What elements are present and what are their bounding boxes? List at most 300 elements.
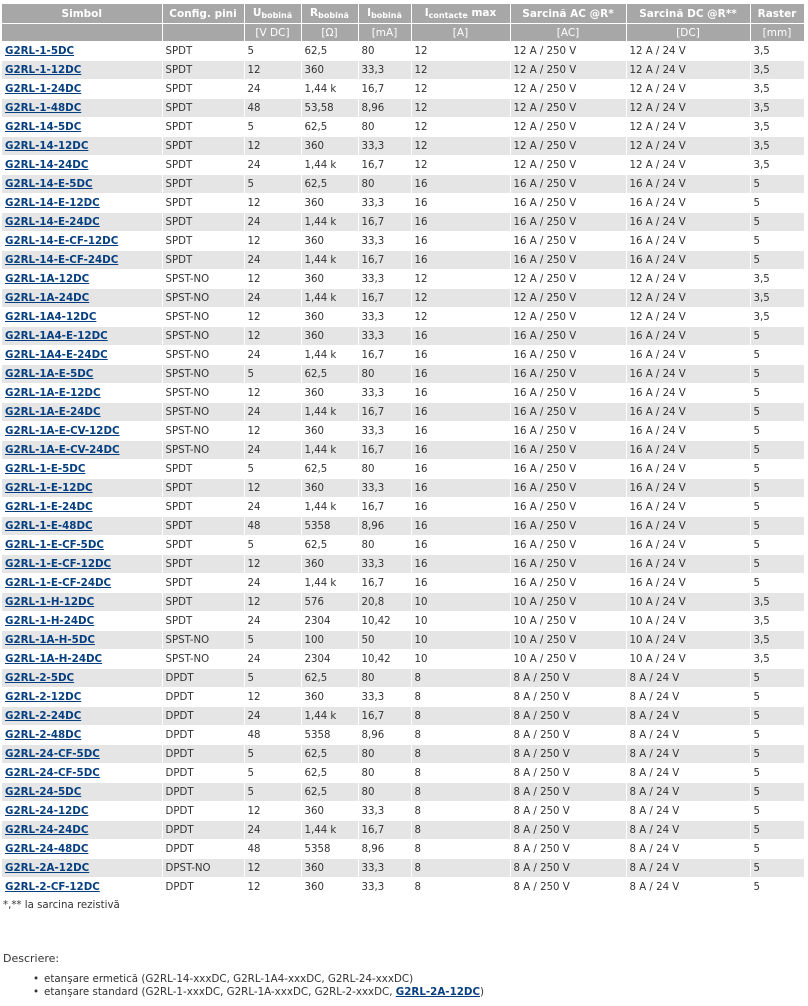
header-row [2,4,804,24]
cell-raster: 5 [750,365,804,384]
table-row [2,688,804,707]
cell-simbol [2,498,162,517]
cell-load-ac: 16 A / 250 V [510,346,626,365]
cell-config: SPST-NO [162,365,244,384]
cell-load-dc: 12 A / 24 V [626,308,750,327]
cell-load-dc: 8 A / 24 V [626,745,750,764]
cell-simbol [2,80,162,99]
cell-r-coil: 62,5 [301,783,358,802]
cell-i-contacts: 10 [411,593,510,612]
cell-r-coil: 360 [301,422,358,441]
cell-config: DPDT [162,707,244,726]
cell-load-dc: 16 A / 24 V [626,422,750,441]
table-row [2,42,804,61]
relay-spec-table [2,4,805,897]
cell-simbol [2,346,162,365]
header-i-coil[interactable] [358,4,411,24]
unit-cell: [Ω] [301,24,358,42]
unit-cell: [mA] [358,24,411,42]
product-link[interactable]: G2RL-1-E-24DC [5,501,93,513]
cell-i-contacts: 16 [411,441,510,460]
cell-raster: 3,5 [750,42,804,61]
cell-r-coil: 2304 [301,650,358,669]
product-link[interactable]: G2RL-1-H-12DC [5,596,95,608]
cell-r-coil: 62,5 [301,745,358,764]
product-link[interactable]: G2RL-24-CF-5DC [5,748,100,760]
cell-raster: 5 [750,669,804,688]
product-link[interactable]: G2RL-14-12DC [5,140,89,152]
cell-load-ac: 16 A / 250 V [510,441,626,460]
cell-config: DPDT [162,821,244,840]
cell-load-ac: 12 A / 250 V [510,156,626,175]
cell-load-dc: 10 A / 24 V [626,650,750,669]
cell-i-contacts: 8 [411,669,510,688]
cell-config: SPDT [162,517,244,536]
product-link[interactable]: G2RL-2-5DC [5,672,75,684]
cell-r-coil: 62,5 [301,42,358,61]
product-link[interactable]: G2RL-1A-24DC [5,292,90,304]
cell-i-contacts: 8 [411,783,510,802]
cell-raster: 5 [750,840,804,859]
cell-r-coil: 360 [301,859,358,878]
cell-config: DPDT [162,802,244,821]
cell-load-ac: 16 A / 250 V [510,384,626,403]
cell-load-ac: 16 A / 250 V [510,251,626,270]
cell-raster: 5 [750,555,804,574]
cell-raster: 5 [750,745,804,764]
header-ic-sub: contacte [428,11,468,20]
product-link[interactable]: G2RL-2-12DC [5,691,82,703]
cell-raster: 5 [750,346,804,365]
product-link[interactable]: G2RL-1A-E-CV-12DC [5,425,120,437]
cell-config: SPST-NO [162,403,244,422]
table-row [2,118,804,137]
unit-cell: [AC] [510,24,626,42]
product-link[interactable]: G2RL-1-E-48DC [5,520,93,532]
cell-i-coil: 16,7 [358,251,411,270]
cell-u-coil: 5 [244,460,301,479]
cell-i-coil: 8,96 [358,99,411,118]
cell-load-ac: 10 A / 250 V [510,612,626,631]
cell-i-coil: 80 [358,118,411,137]
cell-simbol [2,821,162,840]
cell-load-dc: 16 A / 24 V [626,403,750,422]
header-config[interactable]: Config. pini [162,4,244,24]
cell-i-contacts: 16 [411,460,510,479]
cell-load-ac: 12 A / 250 V [510,289,626,308]
cell-i-coil: 33,3 [358,327,411,346]
table-row [2,384,804,403]
cell-raster: 3,5 [750,61,804,80]
cell-i-contacts: 16 [411,498,510,517]
product-link[interactable]: G2RL-14-E-24DC [5,216,100,228]
table-row [2,403,804,422]
cell-load-ac: 8 A / 250 V [510,669,626,688]
product-link[interactable]: G2RL-24-5DC [5,786,82,798]
cell-i-contacts: 16 [411,479,510,498]
units-row [2,24,804,42]
cell-raster: 3,5 [750,289,804,308]
cell-i-coil: 80 [358,536,411,555]
cell-i-coil: 20,8 [358,593,411,612]
cell-i-coil: 80 [358,175,411,194]
cell-u-coil: 12 [244,593,301,612]
product-link[interactable]: G2RL-24-24DC [5,824,89,836]
product-link[interactable]: G2RL-2-24DC [5,710,82,722]
cell-load-dc: 16 A / 24 V [626,365,750,384]
product-link[interactable]: G2RL-14-24DC [5,159,89,171]
cell-i-coil: 10,42 [358,650,411,669]
cell-load-ac: 12 A / 250 V [510,137,626,156]
cell-raster: 5 [750,384,804,403]
cell-simbol [2,764,162,783]
cell-raster: 3,5 [750,612,804,631]
product-link[interactable]: G2RL-1-12DC [5,64,82,76]
cell-config: DPDT [162,783,244,802]
header-ic-main: I [424,7,429,19]
cell-r-coil: 360 [301,308,358,327]
cell-config: SPDT [162,612,244,631]
cell-simbol [2,137,162,156]
table-row [2,346,804,365]
product-link[interactable]: G2RL-1A-H-24DC [5,653,103,665]
cell-simbol [2,878,162,897]
cell-raster: 3,5 [750,631,804,650]
header-r-coil[interactable] [301,4,358,24]
cell-simbol [2,536,162,555]
cell-raster: 3,5 [750,80,804,99]
cell-load-ac: 16 A / 250 V [510,479,626,498]
product-link[interactable]: G2RL-14-E-CF-12DC [5,235,119,247]
cell-r-coil: 2304 [301,612,358,631]
cell-i-contacts: 10 [411,631,510,650]
cell-raster: 3,5 [750,137,804,156]
cell-load-ac: 12 A / 250 V [510,308,626,327]
cell-load-ac: 12 A / 250 V [510,80,626,99]
cell-simbol [2,479,162,498]
cell-simbol [2,441,162,460]
cell-u-coil: 48 [244,726,301,745]
cell-r-coil: 1,44 k [301,707,358,726]
product-link[interactable]: G2RL-24-48DC [5,843,89,855]
product-link[interactable]: G2RL-1A4-12DC [5,311,97,323]
cell-i-coil: 16,7 [358,156,411,175]
cell-i-contacts: 8 [411,764,510,783]
cell-load-ac: 10 A / 250 V [510,631,626,650]
product-link[interactable]: G2RL-1A4-E-24DC [5,349,108,361]
cell-config: SPDT [162,156,244,175]
product-link[interactable]: G2RL-1-E-5DC [5,463,86,475]
cell-r-coil: 360 [301,327,358,346]
cell-raster: 5 [750,821,804,840]
product-link[interactable]: G2RL-1A-E-12DC [5,387,101,399]
header-u-sub: bobină [261,11,293,20]
cell-r-coil: 360 [301,878,358,897]
cell-simbol [2,327,162,346]
cell-raster: 5 [750,802,804,821]
cell-load-dc: 12 A / 24 V [626,270,750,289]
cell-load-dc: 8 A / 24 V [626,688,750,707]
cell-simbol [2,232,162,251]
cell-load-ac: 12 A / 250 V [510,270,626,289]
header-simbol[interactable]: Simbol [2,4,162,24]
cell-u-coil: 24 [244,821,301,840]
cell-r-coil: 62,5 [301,460,358,479]
product-link[interactable]: G2RL-1A-H-5DC [5,634,95,646]
cell-u-coil: 12 [244,232,301,251]
product-link[interactable]: G2RL-1-5DC [5,45,75,57]
cell-config: SPST-NO [162,441,244,460]
cell-i-contacts: 8 [411,707,510,726]
cell-u-coil: 12 [244,384,301,403]
desc-link-g2rl-2a-12dc[interactable]: G2RL-2A-12DC [395,986,481,998]
cell-u-coil: 24 [244,612,301,631]
product-link[interactable]: G2RL-14-E-5DC [5,178,93,190]
header-raster[interactable]: Raster [750,4,804,24]
cell-u-coil: 24 [244,156,301,175]
cell-load-dc: 16 A / 24 V [626,479,750,498]
cell-i-coil: 80 [358,365,411,384]
table-row [2,175,804,194]
table-row [2,194,804,213]
cell-raster: 5 [750,232,804,251]
cell-raster: 3,5 [750,156,804,175]
table-row [2,422,804,441]
cell-i-coil: 80 [358,669,411,688]
table-row [2,61,804,80]
product-link[interactable]: G2RL-14-E-12DC [5,197,100,209]
cell-r-coil: 5358 [301,840,358,859]
cell-config: SPDT [162,61,244,80]
cell-r-coil: 360 [301,61,358,80]
cell-raster: 5 [750,574,804,593]
product-link[interactable]: G2RL-2A-12DC [5,862,90,874]
cell-load-dc: 10 A / 24 V [626,631,750,650]
cell-simbol [2,213,162,232]
cell-i-coil: 16,7 [358,441,411,460]
cell-i-coil: 16,7 [358,821,411,840]
cell-load-ac: 16 A / 250 V [510,460,626,479]
product-link[interactable]: G2RL-2-48DC [5,729,82,741]
cell-u-coil: 24 [244,441,301,460]
product-link[interactable]: G2RL-14-5DC [5,121,82,133]
cell-simbol [2,175,162,194]
cell-i-contacts: 8 [411,821,510,840]
cell-i-coil: 33,3 [358,384,411,403]
cell-i-contacts: 16 [411,327,510,346]
cell-simbol [2,365,162,384]
cell-i-coil: 16,7 [358,498,411,517]
unit-cell [162,24,244,42]
table-row [2,308,804,327]
cell-config: DPDT [162,688,244,707]
product-link[interactable]: G2RL-1-E-12DC [5,482,93,494]
cell-i-contacts: 12 [411,61,510,80]
cell-i-contacts: 16 [411,346,510,365]
cell-load-ac: 8 A / 250 V [510,726,626,745]
cell-load-ac: 16 A / 250 V [510,498,626,517]
cell-config: SPDT [162,175,244,194]
cell-simbol [2,403,162,422]
cell-load-ac: 16 A / 250 V [510,175,626,194]
table-row [2,441,804,460]
product-link[interactable]: G2RL-1-E-CF-24DC [5,577,112,589]
cell-raster: 5 [750,878,804,897]
cell-load-dc: 16 A / 24 V [626,536,750,555]
cell-i-contacts: 12 [411,156,510,175]
cell-u-coil: 5 [244,536,301,555]
cell-u-coil: 12 [244,688,301,707]
table-row [2,99,804,118]
cell-u-coil: 12 [244,859,301,878]
product-link[interactable]: G2RL-1A-E-24DC [5,406,101,418]
cell-load-dc: 8 A / 24 V [626,878,750,897]
header-u-main: U [252,7,262,19]
cell-i-contacts: 16 [411,213,510,232]
cell-u-coil: 24 [244,213,301,232]
cell-config: DPDT [162,878,244,897]
cell-i-contacts: 16 [411,536,510,555]
header-i-contacts[interactable] [411,4,510,24]
cell-r-coil: 360 [301,270,358,289]
cell-simbol [2,688,162,707]
product-link[interactable]: G2RL-1A-E-5DC [5,368,94,380]
product-link[interactable]: G2RL-24-CF-5DC [5,767,100,779]
table-row [2,859,804,878]
cell-simbol [2,308,162,327]
cell-load-ac: 16 A / 250 V [510,365,626,384]
cell-i-contacts: 16 [411,517,510,536]
cell-r-coil: 360 [301,194,358,213]
cell-u-coil: 24 [244,650,301,669]
cell-simbol [2,726,162,745]
cell-load-dc: 8 A / 24 V [626,707,750,726]
desc-prefix: etanşare standard ( [44,986,146,998]
header-load-ac[interactable]: Sarcină AC @R* [510,4,626,24]
cell-config: SPDT [162,460,244,479]
cell-load-ac: 16 A / 250 V [510,536,626,555]
cell-r-coil: 360 [301,802,358,821]
cell-config: SPDT [162,42,244,61]
product-link[interactable]: G2RL-2-CF-12DC [5,881,100,893]
product-link[interactable]: G2RL-1-24DC [5,83,82,95]
cell-i-contacts: 16 [411,403,510,422]
cell-load-dc: 10 A / 24 V [626,593,750,612]
cell-u-coil: 24 [244,707,301,726]
cell-i-contacts: 8 [411,726,510,745]
table-row [2,555,804,574]
header-i-sub: bobină [371,11,402,20]
cell-simbol [2,783,162,802]
cell-load-ac: 16 A / 250 V [510,327,626,346]
cell-raster: 5 [750,403,804,422]
product-link[interactable]: G2RL-1A-12DC [5,273,90,285]
cell-simbol [2,612,162,631]
cell-load-ac: 8 A / 250 V [510,688,626,707]
product-link[interactable]: G2RL-24-12DC [5,805,89,817]
table-row [2,365,804,384]
cell-config: SPDT [162,593,244,612]
product-link[interactable]: G2RL-1A4-E-12DC [5,330,108,342]
header-u-coil[interactable] [244,4,301,24]
table-row [2,764,804,783]
cell-simbol [2,251,162,270]
product-link[interactable]: G2RL-1-H-24DC [5,615,95,627]
product-link[interactable]: G2RL-14-E-CF-24DC [5,254,119,266]
cell-u-coil: 5 [244,118,301,137]
cell-i-contacts: 8 [411,745,510,764]
cell-load-ac: 16 A / 250 V [510,422,626,441]
cell-u-coil: 12 [244,61,301,80]
header-load-dc[interactable]: Sarcină DC @R** [626,4,750,24]
cell-u-coil: 24 [244,289,301,308]
cell-config: SPST-NO [162,308,244,327]
cell-u-coil: 12 [244,194,301,213]
cell-i-coil: 10,42 [358,612,411,631]
desc-codes: G2RL-1-xxxDC, G2RL-1A-xxxDC, G2RL-2-xxxDC, [145,986,396,998]
cell-config: DPDT [162,669,244,688]
cell-r-coil: 1,44 k [301,289,358,308]
cell-u-coil: 12 [244,479,301,498]
cell-i-coil: 33,3 [358,479,411,498]
unit-cell: [DC] [626,24,750,42]
product-link[interactable]: G2RL-1-E-CF-5DC [5,539,104,551]
cell-i-coil: 33,3 [358,878,411,897]
cell-i-contacts: 16 [411,175,510,194]
table-row [2,251,804,270]
cell-simbol [2,745,162,764]
cell-load-dc: 16 A / 24 V [626,498,750,517]
cell-r-coil: 5358 [301,726,358,745]
table-row [2,745,804,764]
cell-u-coil: 5 [244,669,301,688]
cell-r-coil: 1,44 k [301,80,358,99]
cell-simbol [2,194,162,213]
cell-i-contacts: 16 [411,251,510,270]
cell-simbol [2,555,162,574]
cell-r-coil: 1,44 k [301,821,358,840]
desc-suffix: ) [409,973,414,985]
cell-u-coil: 12 [244,308,301,327]
cell-r-coil: 1,44 k [301,156,358,175]
cell-u-coil: 5 [244,175,301,194]
cell-load-ac: 16 A / 250 V [510,555,626,574]
cell-u-coil: 12 [244,878,301,897]
cell-load-dc: 8 A / 24 V [626,669,750,688]
table-row [2,631,804,650]
product-link[interactable]: G2RL-1-E-CF-12DC [5,558,112,570]
cell-simbol [2,422,162,441]
cell-load-ac: 16 A / 250 V [510,194,626,213]
cell-i-contacts: 12 [411,80,510,99]
cell-u-coil: 48 [244,99,301,118]
product-link[interactable]: G2RL-1A-E-CV-24DC [5,444,120,456]
cell-load-ac: 8 A / 250 V [510,745,626,764]
cell-u-coil: 24 [244,498,301,517]
cell-r-coil: 62,5 [301,764,358,783]
cell-load-dc: 12 A / 24 V [626,289,750,308]
cell-r-coil: 1,44 k [301,251,358,270]
cell-i-contacts: 8 [411,859,510,878]
cell-load-ac: 16 A / 250 V [510,213,626,232]
cell-load-dc: 16 A / 24 V [626,441,750,460]
header-ic-suffix: max [467,7,497,19]
cell-load-dc: 12 A / 24 V [626,99,750,118]
product-link[interactable]: G2RL-1-48DC [5,102,82,114]
table-row [2,327,804,346]
cell-raster: 5 [750,688,804,707]
cell-i-coil: 16,7 [358,346,411,365]
